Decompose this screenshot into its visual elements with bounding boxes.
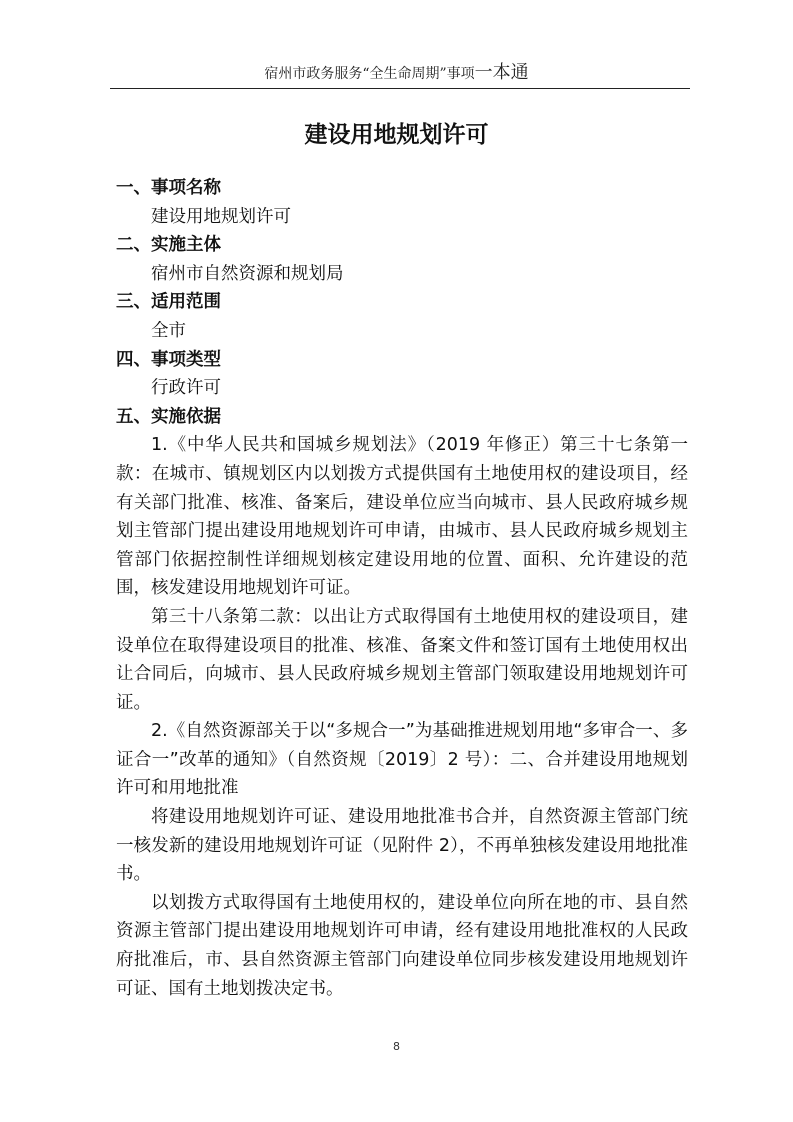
- item-name-value: 建设用地规划许可: [151, 206, 291, 227]
- basis-paragraph-5: 以划拨方式取得国有土地使用权的，建设单位向所在地的市、县自然资源主管部门提出建设用地规划许可申请，经有建设用地批准权的人民政府批准后，市、县自然资源主管部门向建设单位同步核发建设用地规划许可证、国有土地划拨决定书。: [116, 892, 688, 999]
- basis-paragraph-1: 1.《中华人民共和国城乡规划法》（2019 年修正）第三十七条第一款：在城市、镇规划区内以划拨方式提供国有土地使用权的建设项目，经有关部门批准、核准、备案后，建设单位应当向城市、县人民政府城乡规划主管部门提出建设用地规划许可申请，由城市、县人民政府城乡规划主管部门依据控制性详细规划核定建设用地的位置、面积、允许建设的范围，核发建设用地规划许可证。: [116, 435, 688, 599]
- section-heading-item-type: 四、事项类型: [116, 349, 221, 370]
- scope-value: 全市: [151, 320, 186, 341]
- section-heading-implementer: 二、实施主体: [116, 235, 221, 256]
- header-text-large: 一本通: [474, 62, 529, 83]
- header-divider: [110, 88, 690, 89]
- document-title: 建设用地规划许可: [304, 122, 489, 148]
- page-number: 8: [393, 1040, 400, 1053]
- section-heading-basis: 五、实施依据: [116, 406, 221, 427]
- item-type-value: 行政许可: [151, 378, 221, 399]
- running-header: [0, 62, 793, 85]
- document-body: [116, 174, 688, 1003]
- basis-paragraph-4: 将建设用地规划许可证、建设用地批准书合并，自然资源主管部门统一核发新的建设用地规划许可证（见附件 2），不再单独核发建设用地批准书。: [116, 807, 688, 885]
- implementer-value: 宿州市自然资源和规划局: [151, 263, 344, 284]
- section-heading-item-name: 一、事项名称: [116, 178, 221, 198]
- section-heading-scope: 三、适用范围: [116, 292, 221, 313]
- header-text: 宿州市政务服务“全生命周期”事项: [264, 66, 475, 82]
- basis-paragraph-3: 2.《自然资源部关于以“多规合一”为基础推进规划用地“多审合一、多证合一”改革的通知》（自然资规〔2019〕2 号）：二、合并建设用地规划许可和用地批准: [116, 721, 688, 799]
- basis-paragraph-2: 第三十八条第二款：以出让方式取得国有土地使用权的建设项目，建设单位在取得建设项目的批准、核准、备案文件和签订国有土地使用权出让合同后，向城市、县人民政府城乡规划主管部门领取建设用地规划许可证。: [116, 606, 688, 713]
